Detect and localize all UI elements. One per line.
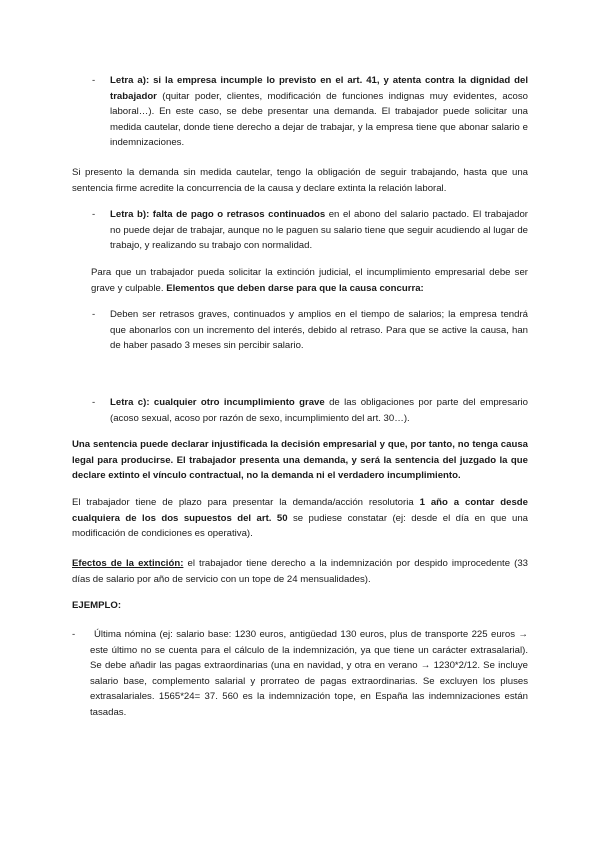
item-letra-a-text: (quitar poder, clientes, modificación de funciones indignas muy evidentes, acoso laboral…). En este caso, se debe presentar una demanda. El trabajador puede solicitar una medida cautelar, donde tiene derecho a dejar de trabajar, y la empresa tiene que abonar salario e indemnizaciones.	[110, 90, 528, 149]
paragraph-efectos-label: Efectos de la extinción:	[72, 558, 184, 569]
paragraph-grave-bold: Elementos que deben darse para que la causa concurra:	[166, 282, 424, 294]
paragraph-medida-cautelar: Si presento la demanda sin medida cautelar, tengo la obligación de seguir trabajando, hasta que una sentencia firme acredite la concurrencia de la causa y declare extinta la relación laboral.	[72, 167, 528, 194]
item-letra-a	[110, 73, 528, 151]
item-letra-b-heading: Letra b): falta de pago o retrasos continuados	[110, 209, 326, 220]
bullet-dash: -	[72, 629, 76, 640]
paragraph-plazo	[72, 495, 528, 542]
bullet-dash: -	[92, 309, 96, 320]
paragraph-sentencia: Una sentencia puede declarar injustificada la decisión empresarial y que, por tanto, no tenga causa legal para producirse. El trabajador presenta una demanda, y será la sentencia del juzgado la que declare extinto el vínculo contractual, no la demanda ni el verdadero incumplimiento.	[72, 439, 528, 482]
paragraph-efectos	[72, 556, 528, 587]
bullet-dash: -	[92, 397, 96, 408]
paragraph-grave-text: Para que un trabajador pueda solicitar la extinción judicial, el incumplimiento empresarial debe ser grave y culpable.	[91, 267, 528, 294]
item-letra-b-text: en el abono del salario pactado. El trabajador no puede dejar de trabajar, aunque no le paguen su salario tiene que seguir acudiendo al lugar de trabajo, y realizando su trabajo con normalidad.	[110, 209, 528, 252]
paragraph-plazo-a: El trabajador tiene de plazo para presentar la demanda/acción resolutoria	[72, 497, 420, 508]
heading-ejemplo: EJEMPLO:	[72, 600, 122, 611]
item-letra-a-heading: Letra a): si la empresa incumple lo previsto en el art. 41, y atenta contra la dignidad del trabajador	[110, 75, 528, 102]
paragraph-grave-culpable	[91, 265, 528, 296]
item-letra-c-heading: Letra c): cualquier otro incumplimiento grave	[110, 397, 325, 408]
item-letra-c-text: de las obligaciones por parte del empresario (acoso sexual, acoso por razón de sexo, incumplimiento del art. 30…).	[110, 397, 528, 424]
paragraph-efectos-text: el trabajador tiene derecho a la indemnización por despido improcedente (33 días de salario por año de servicio con un tope de 24 mensualidades).	[72, 558, 528, 585]
item-letra-c	[110, 395, 528, 426]
paragraph-plazo-b: se pudiese constatar (ej: desde el día en que una modificación de condiciones es operativa).	[72, 512, 528, 540]
bullet-dash: -	[92, 75, 96, 86]
item-retrasos: Deben ser retrasos graves, continuados y amplios en el tiempo de salarios; la empresa tendrá que abonarlos con un incremento del interés, debido al retraso. Para que se active la causa, han de haber pasado 3 meses sin percibir salario.	[110, 309, 528, 352]
bullet-dash: -	[92, 209, 96, 220]
item-ejemplo: Última nómina (ej: salario base: 1230 euros, antigüedad 130 euros, plus de transporte 225 euros → este último no se cuenta para el cálculo de la indemnización, ya que tiene un carácter extrasalarial). Se debe añadir las pagas extraordinarias (una en navidad, y otra en verano → 1230*2/12. Se incluye salario base, complemento salarial y prorrateo de pagas extraordinarias. Se excluyen los pluses extrasalariales. 1565*24= 37. 560 es la indemnización tope, en España las indemnizaciones están tasadas.	[90, 629, 528, 718]
item-letra-b	[110, 207, 528, 254]
paragraph-plazo-bold: 1 año a contar desde cualquiera de los dos supuestos del art. 50	[72, 497, 528, 524]
